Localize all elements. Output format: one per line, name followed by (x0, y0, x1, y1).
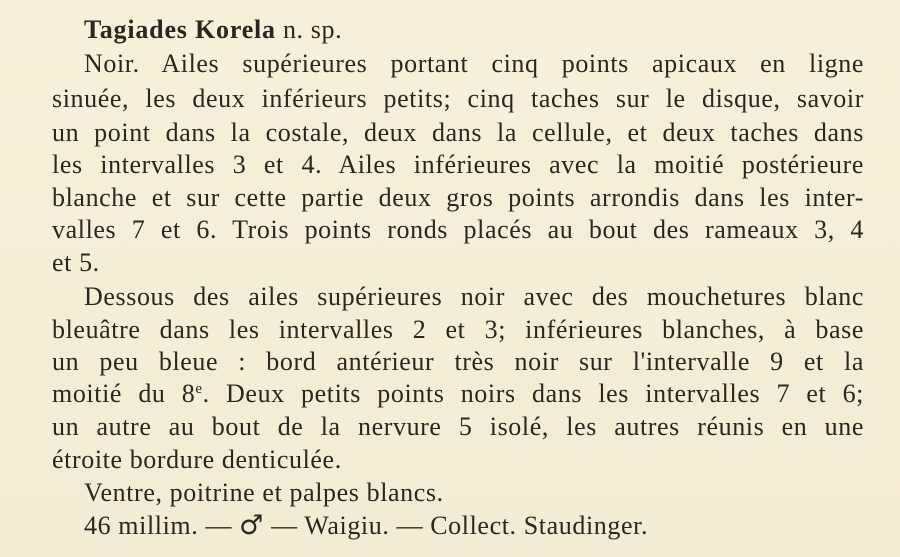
description-line: valles 7 et 6. Trois points ronds placés au bout des rameaux 3, 4 (52, 215, 864, 244)
body-color-line: Ventre, poitrine et palpes blancs. (84, 478, 444, 507)
underside-line: Dessous des ailes supérieures noir avec des mouchetures blanc (84, 282, 864, 311)
specimen-size: 46 millim. — (84, 511, 240, 540)
underside-line: un peu bleue : bord antérieur très noir sur l'intervalle 9 et la (52, 347, 864, 376)
species-name: Tagiades Korela (84, 15, 276, 44)
underside-text: moitié du 8 (52, 379, 196, 408)
species-status: n. sp. (275, 15, 343, 44)
description-line: les intervalles 3 et 4. Ailes inférieures avec la moitié postérieure (52, 150, 864, 179)
underside-line: bleuâtre dans les intervalles 2 et 3; inférieures blanches, à base (52, 315, 864, 344)
male-symbol-icon: ♂ (239, 510, 264, 541)
underside-line (52, 378, 864, 411)
description-line: et 5. (52, 248, 100, 277)
description-line: sinuée, les deux inférieurs petits; cinq taches sur le disque, savoir (52, 84, 864, 113)
specimen-line (84, 510, 648, 543)
underside-text: . Deux petits points noirs dans les intervalles 7 et 6; (202, 379, 864, 408)
specimen-locality: — Waigiu. — Collect. Staudinger. (263, 511, 649, 540)
ordinal-superscript: e (195, 381, 203, 397)
species-heading (84, 14, 342, 47)
description-line: Noir. Ailes supérieures portant cinq points apicaux en ligne (84, 49, 864, 78)
underside-line: étroite bordure denticulée. (52, 445, 342, 474)
underside-line: un autre au bout de la nervure 5 isolé, les autres réunis en une (52, 412, 864, 441)
description-line: blanche et sur cette partie deux gros points arrondis dans les inter- (52, 183, 864, 212)
description-line: un point dans la costale, deux dans la cellule, et deux taches dans (52, 118, 864, 147)
